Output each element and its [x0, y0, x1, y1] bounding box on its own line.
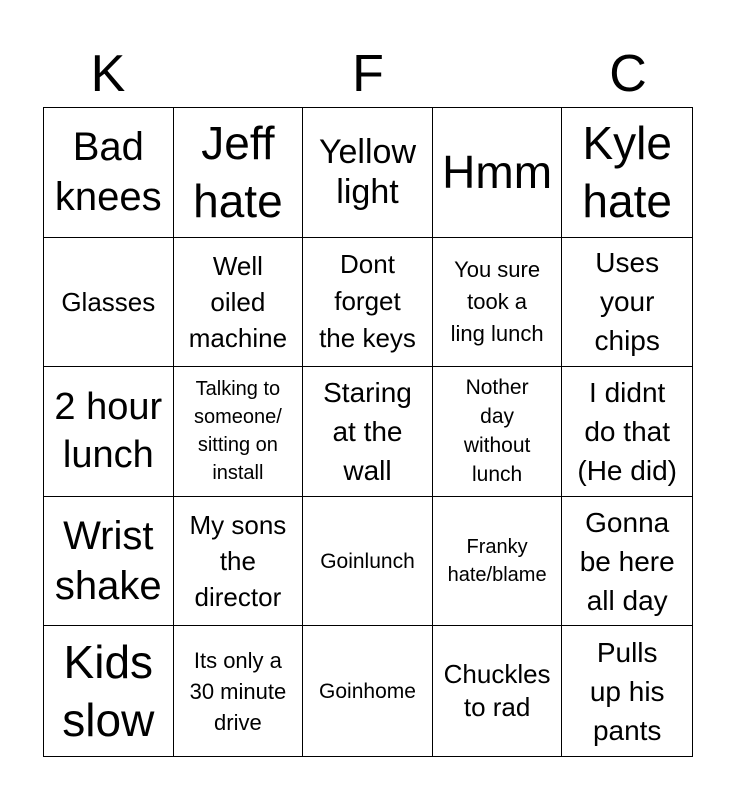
cell-text: Talking to someone/ sitting on install	[193, 378, 282, 485]
bingo-cell[interactable]	[433, 497, 563, 627]
bingo-cell[interactable]	[433, 108, 563, 238]
cell-text: Dont forget the keys	[319, 249, 416, 354]
cell-text: Wrist shake	[54, 514, 162, 609]
bingo-cell[interactable]	[433, 367, 563, 497]
bingo-cell[interactable]	[303, 497, 433, 627]
cell-text: Kyle hate	[582, 117, 672, 228]
cell-text: Kids slow	[62, 636, 155, 747]
cell-text: You sure took a ling lunch	[450, 256, 544, 346]
bingo-cell[interactable]	[44, 108, 174, 238]
bingo-cell[interactable]	[174, 108, 304, 238]
bingo-cell[interactable]	[303, 367, 433, 497]
cell-text: Goinhome	[319, 679, 416, 703]
cell-text: I didnt do that (He did)	[577, 376, 677, 486]
header-letter-c: C	[609, 45, 647, 103]
bingo-cell[interactable]	[44, 497, 174, 627]
cell-text: Franky hate/blame	[447, 536, 547, 587]
cell-text: Pulls up his pants	[589, 636, 665, 746]
cell-text: Jeff hate	[193, 117, 283, 228]
bingo-cell[interactable]	[303, 626, 433, 756]
cell-text: Hmm	[442, 146, 553, 199]
bingo-cell[interactable]	[174, 367, 304, 497]
bingo-cell[interactable]	[303, 238, 433, 368]
cell-text: 2 hour lunch	[54, 386, 163, 477]
cell-text: My sons the director	[189, 510, 287, 613]
bingo-cell[interactable]	[174, 626, 304, 756]
bingo-cell[interactable]	[44, 626, 174, 756]
bingo-cell[interactable]	[303, 108, 433, 238]
bingo-cell[interactable]	[433, 626, 563, 756]
cell-text: Well oiled machine	[188, 250, 288, 353]
cell-text: Staring at the wall	[323, 376, 412, 486]
bingo-cell[interactable]	[174, 238, 304, 368]
cell-text: Uses your chips	[594, 247, 660, 357]
cell-text: Its only a 30 minute drive	[189, 647, 287, 735]
bingo-cell[interactable]	[562, 108, 692, 238]
bingo-cell[interactable]	[562, 497, 692, 627]
bingo-cell[interactable]	[433, 238, 563, 368]
cell-text: Bad knees	[54, 125, 162, 220]
header-letter-k: K	[90, 45, 126, 103]
bingo-board	[43, 107, 693, 757]
bingo-cell[interactable]	[44, 367, 174, 497]
cell-text: Chuckles to rad	[443, 659, 551, 723]
cell-text: Goinlunch	[320, 549, 415, 573]
cell-text: Glasses	[61, 286, 156, 317]
header-letter-f: F	[352, 45, 384, 103]
cell-text: Yellow light	[318, 133, 417, 212]
bingo-cell[interactable]	[562, 238, 692, 368]
cell-text: Gonna be here all day	[579, 506, 675, 616]
bingo-cell[interactable]	[174, 497, 304, 627]
cell-text: Nother day without lunch	[463, 376, 531, 487]
bingo-cell[interactable]	[562, 367, 692, 497]
bingo-cell[interactable]	[562, 626, 692, 756]
bingo-cell[interactable]	[44, 238, 174, 368]
